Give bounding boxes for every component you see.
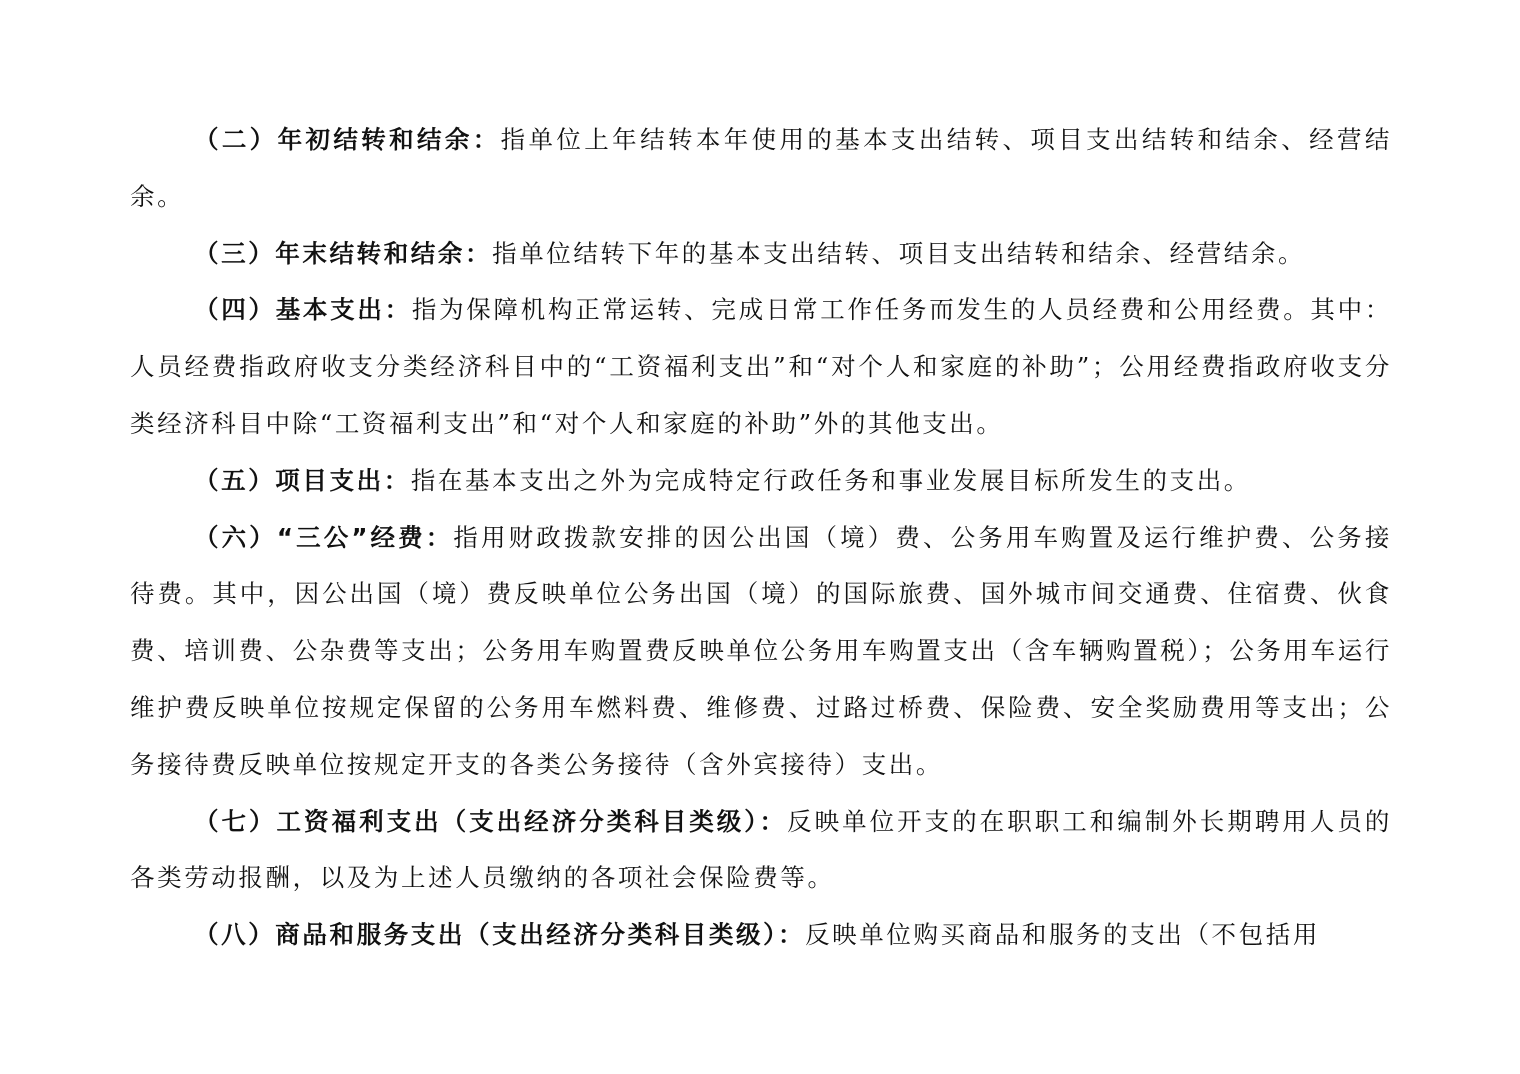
term-heading: （五）项目支出： [194,465,411,495]
paragraph-text: 指在基本支出之外为完成特定行政任务和事业发展目标所发生的支出。 [410,465,1251,495]
document-page [130,112,1392,964]
term-heading: （六）“三公”经费： [194,522,454,552]
term-heading: （八）商品和服务支出（支出经济分类科目类级）： [194,920,806,950]
term-heading: （七）工资福利支出（支出经济分类科目类级）： [194,806,788,836]
paragraph-text: 反映单位购买商品和服务的支出（不包括用 [805,920,1320,950]
paragraph-project-expenditure [130,453,1392,510]
term-heading: （三）年末结转和结余： [194,238,493,268]
paragraph-text: 指为保障机构正常运转、完成日常工作任务而发生的人员经费和公用经费。其中：人员经费指政府收支分类经济科目中的“工资福利支出”和“对个人和家庭的补助”；公用经费指政府收支分类经济科目中除“工资福利支出”和“对个人和家庭的补助”外的其他支出。 [130,295,1392,438]
term-heading: （二）年初结转和结余： [194,125,501,154]
paragraph-text: 指用财政拨款安排的因公出国（境）费、公务用车购置及运行维护费、公务接待费。其中，因公出国（境）费反映单位公务出国（境）的国际旅费、国外城市间交通费、住宿费、伙食费、培训费、公杂费等支出；公务用车购置费反映单位公务用车购置支出（含车辆购置税）；公务用车运行维护费反映单位按规定保留的公务用车燃料费、维修费、过路过桥费、保险费、安全奖励费用等支出；公务接待费反映单位按规定开支的各类公务接待（含外宾接待）支出。 [130,522,1392,779]
paragraph-three-public-expenses [130,510,1392,794]
paragraph-basic-expenditure [130,282,1392,452]
paragraph-text: 指单位上年结转本年使用的基本支出结转、项目支出结转和结余、经营结余。 [130,125,1392,211]
paragraph-text: 反映单位开支的在职职工和编制外长期聘用人员的各类劳动报酬，以及为上述人员缴纳的各项社会保险费等。 [130,806,1392,893]
paragraph-carryover-at-end [130,226,1392,283]
paragraph-wages-welfare [130,794,1392,908]
paragraph-carryover-at-start [130,112,1392,226]
term-heading: （四）基本支出： [194,295,412,325]
paragraph-text: 指单位结转下年的基本支出结转、项目支出结转和结余、经营结余。 [492,238,1306,268]
paragraph-goods-services [130,907,1392,964]
